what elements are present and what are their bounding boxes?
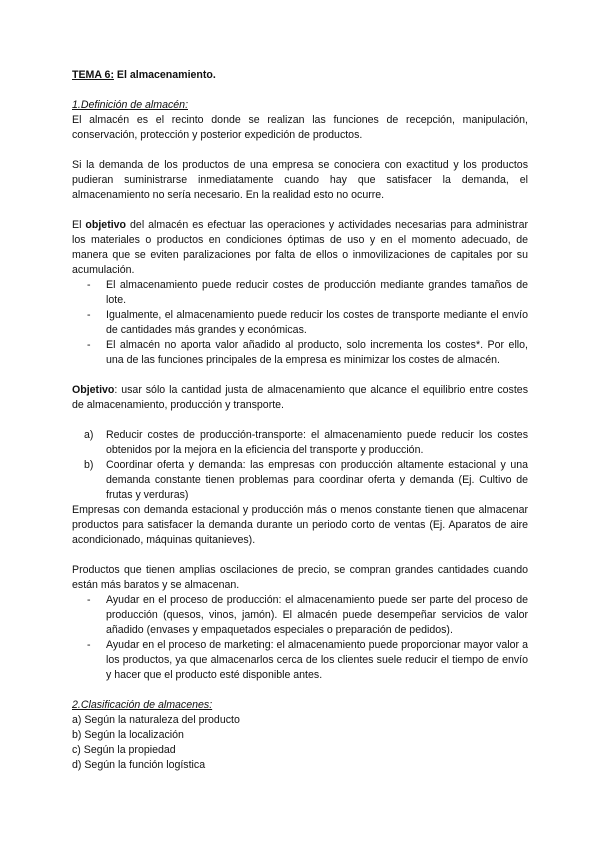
section-1-heading: 1.Definición de almacén: <box>72 99 189 111</box>
section-2-heading: 2.Clasificación de almacenes: <box>72 699 213 711</box>
list-item: - Ayudar en el proceso de producción: el almacenamiento puede ser parte del proceso de producción (quesos, vinos, jamón). El almacén puede desempeñar servicios de valor añadido (envases y empaquetados especiales o preparación de pedidos). <box>106 593 528 638</box>
demand-paragraph: Si la demanda de los productos de una empresa se conociera con exactitud y los productos pudieran suministrarse inmediatamente cuando hay que satisfacer la demanda, el almacenamiento no sería necesario. En la realidad esto no ocurre. <box>72 159 528 201</box>
objective-pre: El <box>72 219 86 231</box>
reasons-list <box>72 428 528 503</box>
seasonal-paragraph: Empresas con demanda estacional y producción más o menos constante tienen que almacenar productos para satisfacer la demanda durante un periodo corto de ventas (Ej. Aparatos de aire acondicionado, máquinas quitanieves). <box>72 504 528 546</box>
list-marker: a) <box>84 429 94 441</box>
objective-2-bold: Objetivo <box>72 384 115 396</box>
title-text: El almacenamiento. <box>113 69 216 81</box>
classification-item: d) Según la función logística <box>72 759 206 771</box>
list-item: - El almacenamiento puede reducir costes de producción mediante grandes tamaños de lote. <box>106 278 528 308</box>
list-item-text: Reducir costes de producción-transporte: el almacenamiento puede reducir los costes obtenidos por la mejora en la eficiencia del transporte y producción. <box>106 429 528 456</box>
classification-item: a) Según la naturaleza del producto <box>72 714 240 726</box>
cost-list <box>72 278 528 368</box>
classification-item: c) Según la propiedad <box>72 744 176 756</box>
objective-paragraph <box>72 218 528 278</box>
objective-bold: objetivo <box>85 219 127 231</box>
definition-paragraph: El almacén es el recinto donde se realizan las funciones de recepción, manipulación, conservación, protección y posterior expedición de productos. <box>72 114 528 141</box>
document-title <box>72 68 528 83</box>
document-page <box>72 68 528 773</box>
objective-post: del almacén es efectuar las operaciones y actividades necesarias para administrar los materiales o productos en condiciones óptimas de uso y en el momento adecuado, de manera que se eviten paralizaciones por falta de ellos o inmovilizaciones de capitales por su acumulación. <box>72 219 528 276</box>
price-paragraph: Productos que tienen amplias oscilaciones de precio, se compran grandes cantidades cuando están más baratos y se almacenan. <box>72 564 528 591</box>
list-item-text: Coordinar oferta y demanda: las empresas con producción altamente estacional y una demanda constante tienen problemas para coordinar oferta y demanda (Ej. Cultivo de frutas y verduras) <box>106 459 528 501</box>
list-item <box>84 458 528 503</box>
list-item: - El almacén no aporta valor añadido al producto, solo incrementa los costes*. Por ello, una de las funciones principales de la empresa es minimizar los costes de almacén. <box>106 338 528 368</box>
objective-2-paragraph <box>72 383 528 413</box>
list-item <box>84 428 528 458</box>
list-item: - Ayudar en el proceso de marketing: el almacenamiento puede proporcionar mayor valor a los productos, ya que almacenarlos cerca de los clientes suele reducir el tiempo de envío y hacer que el producto esté disponible antes. <box>106 638 528 683</box>
title-number: TEMA 6: <box>72 69 114 81</box>
list-item: - Igualmente, el almacenamiento puede reducir los costes de transporte mediante el envío de cantidades más grandes y económicas. <box>106 308 528 338</box>
list-marker: b) <box>84 459 94 471</box>
classification-item: b) Según la localización <box>72 729 184 741</box>
objective-2-text: : usar sólo la cantidad justa de almacenamiento que alcance el equilibrio entre costes de almacenamiento, producción y transporte. <box>72 384 528 411</box>
help-list <box>72 593 528 683</box>
